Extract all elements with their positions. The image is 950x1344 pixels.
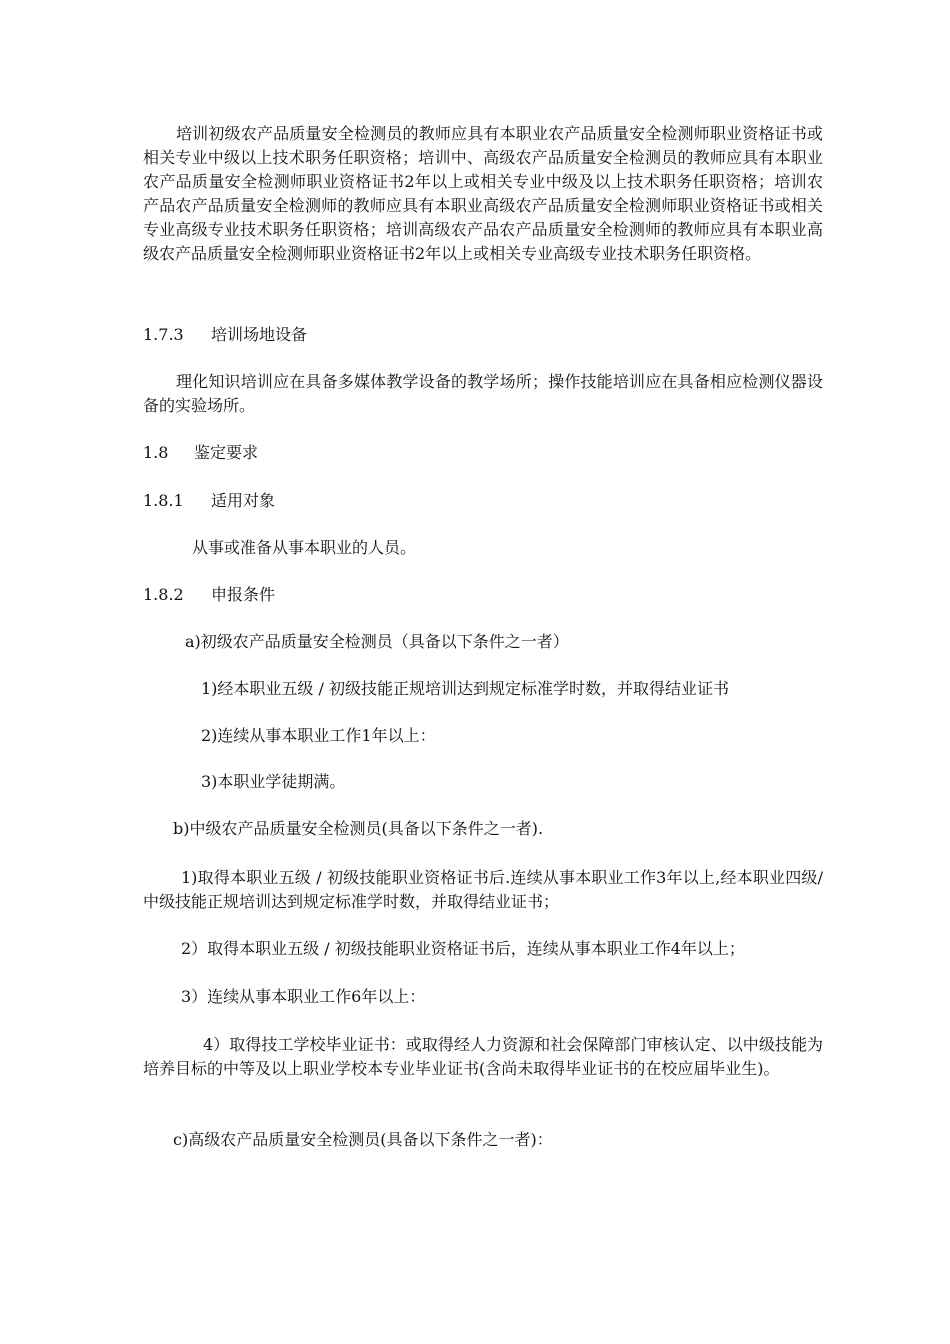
- section-number: 1.8: [143, 443, 169, 462]
- section-number: 1.8.1: [143, 491, 184, 510]
- list-item-b1: 1)取得本职业五级 / 初级技能职业资格证书后.连续从事本职业工作3年以上,经本职业四级/中级技能正规培训达到规定标准学时数，并取得结业证书；: [143, 868, 823, 911]
- section-title: 申报条件: [211, 585, 276, 604]
- list-item-b4: 4）取得技工学校毕业证书：或取得经人力资源和社会保障部门审核认定、以中级技能为培养目标的中等及以上职业学校本专业毕业证书(含尚未取得毕业证书的在校应届毕业生)。: [143, 1035, 823, 1078]
- list-item-a3: 3)本职业学徒期满。: [201, 772, 346, 791]
- paragraph-training-facilities: 理化知识培训应在具备多媒体教学设备的教学场所；操作技能培训应在具备相应检测仪器设备的实验场所。: [143, 372, 823, 415]
- paragraph-applicable-persons: 从事或准备从事本职业的人员。: [192, 538, 417, 557]
- paragraph-teacher-qualifications: 培训初级农产品质量安全检测员的教师应具有本职业农产品质量安全检测师职业资格证书或相关专业中级以上技术职务任职资格；培训中、高级农产品质量安全检测员的教师应具有本职业农产品质量安全检测师职业资格证书2年以上或相关专业中级及以上技术职务任职资格；培训农产品农产品质量安全检测师的教师应具有本职业高级农产品质量安全检测师职业资格证书或相关专业高级专业技术职务任职资格；培训高级农产品农产品质量安全检测师的教师应具有本职业高级农产品质量安全检测师职业资格证书2年以上或相关专业高级专业技术职务任职资格。: [143, 124, 823, 263]
- list-item-a2: 2)连续从事本职业工作1年以上：: [201, 726, 436, 745]
- list-heading-a: a)初级农产品质量安全检测员（具备以下条件之一者）: [185, 632, 569, 651]
- section-number: 1.8.2: [143, 585, 184, 604]
- section-heading-1-8-1: [143, 490, 275, 512]
- list-item-b3: 3）连续从事本职业工作6年以上：: [181, 987, 426, 1006]
- section-heading-1-8: [143, 442, 258, 464]
- list-heading-b: b)中级农产品质量安全检测员(具备以下条件之一者).: [173, 819, 544, 838]
- section-number: 1.7.3: [143, 325, 184, 344]
- list-item-b2: 2）取得本职业五级 / 初级技能职业资格证书后，连续从事本职业工作4年以上；: [181, 939, 745, 958]
- list-heading-c: c)高级农产品质量安全检测员(具备以下条件之一者)：: [173, 1130, 553, 1149]
- section-heading-1-7-3: [143, 324, 307, 346]
- section-title: 培训场地设备: [211, 325, 308, 344]
- section-title: 鉴定要求: [194, 443, 259, 462]
- list-item-a1: 1)经本职业五级 / 初级技能正规培训达到规定标准学时数，并取得结业证书: [201, 679, 729, 698]
- section-heading-1-8-2: [143, 584, 275, 606]
- section-title: 适用对象: [211, 491, 276, 510]
